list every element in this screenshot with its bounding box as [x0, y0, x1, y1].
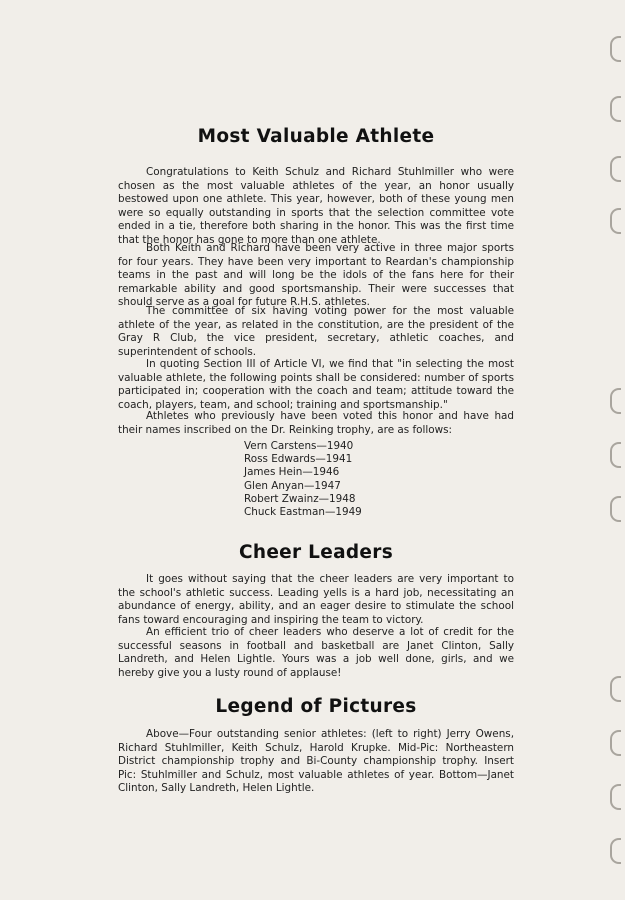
binder-ring: [610, 208, 621, 234]
mva-paragraph: In quoting Section III of Article VI, we find that "in selecting the most valuable athlete, the following points shall be considered: number of sports participated in; cooperation with the coach and team; attitude toward the coach, players, team, and school; training and sportsmanship.": [118, 358, 514, 411]
cheer-paragraph: It goes without saying that the cheer leaders are very important to the school's athletic success. Leading yells is a hard job, necessitating an abundance of energy, ability, and an eager desire to stimulate the school fans toward encouraging and inspiring the team to victory.: [118, 573, 514, 626]
section-title-legend-of-pictures: Legend of Pictures: [215, 696, 417, 717]
trophy-winner: Chuck Eastman—1949: [244, 506, 362, 519]
legend-paragraph: Above—Four outstanding senior athletes: (left to right) Jerry Owens, Richard Stuhlmiller, Keith Schulz, Harold Krupke. Mid-Pic: Northeastern District championship trophy and Bi-County championship trophy. Insert Pic: Stuhlmiller and Schulz, most valuable athletes of year. Bottom—Janet Clinton, Sally Landreth, Helen Lightle.: [118, 728, 514, 794]
mva-paragraph: Congratulations to Keith Schulz and Richard Stuhlmiller who were chosen as the most valuable athletes of the year, an honor usually bestowed upon one athlete. This year, however, both of these young men were so equally outstanding in sports that the selection committee vote ended in a tie, therefore both sharing in the honor. This was the first time that the honor has gone to more than one athlete.: [118, 166, 514, 246]
binder-ring: [610, 784, 621, 810]
section-title-most-valuable-athlete: Most Valuable Athlete: [197, 126, 435, 147]
binder-ring: [610, 442, 621, 468]
binder-rings: [601, 0, 625, 900]
trophy-winner: James Hein—1946: [244, 466, 340, 479]
binder-ring: [610, 96, 621, 122]
binder-ring: [610, 676, 621, 702]
trophy-winner: Glen Anyan—1947: [244, 479, 341, 492]
binder-ring: [610, 838, 621, 864]
binder-ring: [610, 156, 621, 182]
trophy-winner: Ross Edwards—1941: [244, 453, 353, 466]
mva-paragraph: Both Keith and Richard have been very active in three major sports for four years. They have been very important to Reardan's championship teams in the past and will long be the idols of the fans here for their remarkable ability and good sportsmanship. Their were successes that should serve as a goal for future R.H.S. athletes.: [118, 242, 514, 308]
trophy-winner: Vern Carstens—1940: [244, 440, 354, 452]
mva-paragraph: Athletes who previously have been voted this honor and have had their names inscribed on the Dr. Reinking trophy, are as follows:: [118, 410, 514, 436]
trophy-winner: Robert Zwainz—1948: [244, 492, 356, 505]
binder-ring: [610, 730, 621, 756]
binder-ring: [610, 388, 621, 414]
cheer-paragraph: An efficient trio of cheer leaders who deserve a lot of credit for the successful seasons in football and basketball are Janet Clinton, Sally Landreth, and Helen Lightle. Yours was a job well done, girls, and we hereby give you a lusty round of applause!: [118, 626, 514, 679]
binder-ring: [610, 36, 621, 62]
mva-paragraph: The committee of six having voting power for the most valuable athlete of the year, as related in the constitution, are the president of the Gray R Club, the vice president, secretary, athletic coaches, and superintendent of schools.: [118, 305, 514, 358]
binder-ring: [610, 496, 621, 522]
section-title-cheer-leaders: Cheer Leaders: [238, 542, 394, 563]
trophy-winners-list: [244, 440, 444, 519]
